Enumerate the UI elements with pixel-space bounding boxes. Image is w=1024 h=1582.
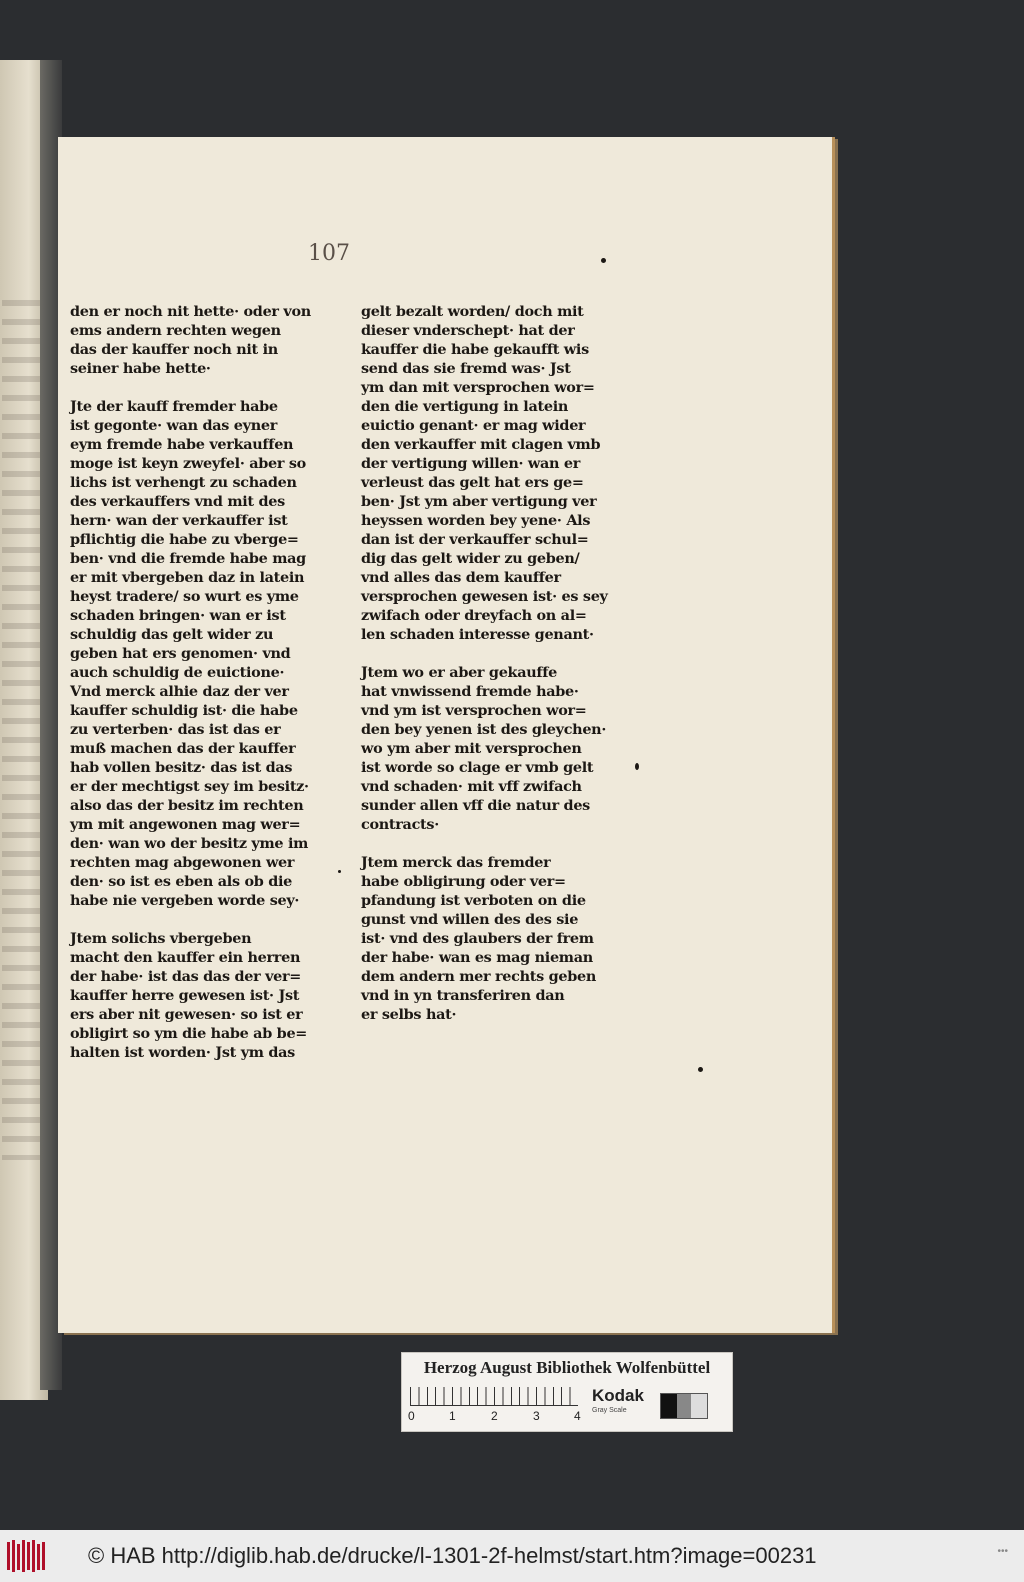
- text-line: vnd ym ist versprochen wor=: [361, 702, 587, 719]
- text-line: auch schuldig de euictione·: [70, 664, 285, 681]
- text-line: dan ist der verkauffer schul=: [361, 531, 589, 548]
- text-line: ist· vnd des glaubers der frem: [361, 930, 594, 947]
- text-line: den bey yenen ist des gleychen·: [361, 721, 607, 738]
- ruler-ticks: [410, 1387, 578, 1406]
- text-line: ym mit angewonen mag wer=: [70, 816, 301, 833]
- text-line: den die vertigung in latein: [361, 398, 569, 415]
- ruler-number: 2: [491, 1409, 498, 1423]
- text-line: er der mechtigst sey im besitz·: [70, 778, 309, 795]
- ruler-number: 3: [533, 1409, 540, 1423]
- text-line: vnd in yn transferiren dan: [361, 987, 565, 1004]
- text-line: des verkauffers vnd mit des: [70, 493, 285, 510]
- text-line: heyst tradere/ so wurt es yme: [70, 588, 299, 605]
- text-line: schaden bringen· wan er ist: [70, 607, 286, 624]
- text-line: kauffer die habe gekaufft wis: [361, 341, 589, 358]
- text-line: ers aber nit gewesen· so ist er: [70, 1006, 303, 1023]
- folio-number: 107: [308, 241, 350, 266]
- more-options-icon[interactable]: •••: [997, 1546, 1008, 1557]
- text-line: ist gegonte· wan das eyner: [70, 417, 277, 434]
- text-line: seiner habe hette·: [70, 360, 211, 377]
- text-line: kauffer schuldig ist· die habe: [70, 702, 298, 719]
- ink-spot: [601, 258, 606, 263]
- text-line: halten ist worden· Jst ym das: [70, 1044, 295, 1061]
- ink-spot: [338, 870, 341, 873]
- text-line: eym fremde habe verkauffen: [70, 436, 294, 453]
- text-line: ist worde so clage er vmb gelt: [361, 759, 594, 776]
- text-line: der habe· ist das das der ver=: [70, 968, 302, 985]
- text-line: send das sie fremd was· Jst: [361, 360, 571, 377]
- text-line: hab vollen besitz· das ist das: [70, 759, 293, 776]
- book-page: [58, 137, 832, 1333]
- text-line: muß machen das der kauffer: [70, 740, 296, 757]
- text-line: zu verterben· das ist das er: [70, 721, 281, 738]
- text-line: moge ist keyn zweyfel· aber so: [70, 455, 306, 472]
- text-line: ben· vnd die fremde habe mag: [70, 550, 306, 567]
- text-line: gunst vnd willen des des sie: [361, 911, 579, 928]
- text-line: obligirt so ym die habe ab be=: [70, 1025, 308, 1042]
- hab-logo-icon: [6, 1538, 46, 1574]
- text-line: er selbs hat·: [361, 1006, 457, 1023]
- text-line: habe nie vergeben worde sey·: [70, 892, 300, 909]
- text-line: ben· Jst ym aber vertigung ver: [361, 493, 597, 510]
- library-name: Herzog August Bibliothek Wolfenbüttel: [423, 1358, 711, 1377]
- paragraph: [361, 663, 607, 834]
- text-line: geben hat ers genomen· vnd: [70, 645, 291, 662]
- ink-spot: [698, 1067, 703, 1072]
- text-line: Jtem merck das fremder: [361, 854, 551, 871]
- gray-scale-swatch: [660, 1393, 708, 1419]
- text-line: euictio genant· er mag wider: [361, 417, 586, 434]
- text-line: wo ym aber mit versprochen: [361, 740, 582, 757]
- text-line: den er noch nit hette· oder von: [70, 303, 311, 320]
- scale-ruler: [408, 1387, 581, 1425]
- text-line: habe obligirung oder ver=: [361, 873, 566, 890]
- color-calibration-card: [401, 1352, 733, 1432]
- kodak-brand: Kodak: [592, 1386, 644, 1405]
- ruler-number: 0: [408, 1409, 415, 1423]
- text-line: schuldig das gelt wider zu: [70, 626, 274, 643]
- text-line: pfandung ist verboten on die: [361, 892, 586, 909]
- paragraph: [70, 929, 320, 1062]
- text-line: der vertigung willen· wan er: [361, 455, 581, 472]
- text-column-left: [70, 302, 320, 1081]
- text-line: lichs ist verhengt zu schaden: [70, 474, 297, 491]
- text-line: vnd alles das dem kauffer: [361, 569, 561, 586]
- text-line: rechten mag abgewonen wer: [70, 854, 295, 871]
- text-line: pflichtig die habe zu vberge=: [70, 531, 299, 548]
- text-line: Vnd merck alhie daz der ver: [70, 683, 289, 700]
- text-line: Jte der kauff fremder habe: [70, 398, 278, 415]
- text-line: hat vnwissend fremde habe·: [361, 683, 579, 700]
- text-line: dig das gelt wider zu geben/: [361, 550, 580, 567]
- text-line: den verkauffer mit clagen vmb: [361, 436, 601, 453]
- paragraph: [70, 302, 320, 378]
- text-line: versprochen gewesen ist· es sey: [361, 588, 608, 605]
- text-line: verleust das gelt hat ers ge=: [361, 474, 584, 491]
- text-line: macht den kauffer ein herren: [70, 949, 301, 966]
- text-line: Jtem solichs vbergeben: [70, 930, 252, 947]
- text-line: der habe· wan es mag nieman: [361, 949, 593, 966]
- ruler-number: 1: [449, 1409, 456, 1423]
- text-line: gelt bezalt worden/ doch mit: [361, 303, 584, 320]
- text-line: Jtem wo er aber gekauffe: [361, 664, 558, 681]
- ruler-number: 4: [574, 1409, 581, 1423]
- gray-scale-label: Gray Scale: [592, 1407, 627, 1414]
- text-line: er mit vbergeben daz in latein: [70, 569, 305, 586]
- text-line: sunder allen vff die natur des: [361, 797, 590, 814]
- text-line: das der kauffer noch nit in: [70, 341, 278, 358]
- text-line: den· so ist es eben als ob die: [70, 873, 293, 890]
- text-column-right: [361, 302, 608, 1043]
- ink-spot: [635, 763, 639, 770]
- text-line: den· wan wo der besitz yme im: [70, 835, 309, 852]
- previous-page-text-bleed: [2, 300, 40, 1160]
- text-line: dieser vnderschept· hat der: [361, 322, 575, 339]
- text-line: contracts·: [361, 816, 439, 833]
- text-line: ems andern rechten wegen: [70, 322, 281, 339]
- paragraph: [361, 853, 601, 1024]
- text-line: len schaden interesse genant·: [361, 626, 594, 643]
- text-line: kauffer herre gewesen ist· Jst: [70, 987, 300, 1004]
- text-line: zwifach oder dreyfach on al=: [361, 607, 587, 624]
- text-line: vnd schaden· mit vff zwifach: [361, 778, 582, 795]
- footer-bar: [0, 1530, 1024, 1582]
- paragraph: [361, 302, 608, 644]
- text-line: hern· wan der verkauffer ist: [70, 512, 288, 529]
- text-line: dem andern mer rechts geben: [361, 968, 597, 985]
- text-line: heyssen worden bey yene· Als: [361, 512, 591, 529]
- copyright-url[interactable]: © HAB http://diglib.hab.de/drucke/l-1301-2f-helmst/start.htm?image=00231: [88, 1543, 817, 1568]
- paragraph: [70, 397, 320, 910]
- text-line: ym dan mit versprochen wor=: [361, 379, 595, 396]
- text-line: also das der besitz im rechten: [70, 797, 304, 814]
